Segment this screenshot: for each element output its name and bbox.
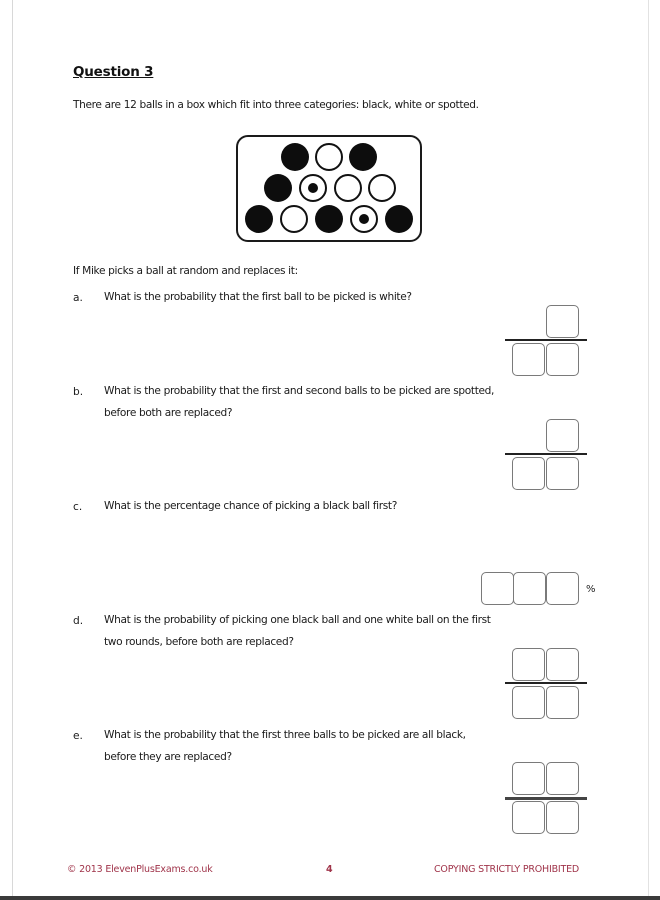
question-a-letter: a. xyxy=(73,292,83,304)
footer-copying-notice: COPYING STRICTLY PROHIBITED xyxy=(434,864,580,875)
question-b-line-1: What is the probability that the first and second balls to be picked are spotted, xyxy=(104,385,495,397)
question-b-text xyxy=(104,380,494,424)
ball-black xyxy=(264,174,292,202)
denominator-box[interactable] xyxy=(512,686,545,719)
question-d-line-1: What is the probability of picking one black ball and one white ball on the first xyxy=(104,614,491,626)
ball-spotted xyxy=(299,174,327,202)
footer-copyright: © 2013 ElevenPlusExams.co.uk xyxy=(67,864,213,875)
fraction-line xyxy=(505,682,587,684)
percent-sign: % xyxy=(586,584,596,595)
question-intro: There are 12 balls in a box which fit into three categories: black, white or spotted. xyxy=(73,99,479,111)
numerator-box[interactable] xyxy=(512,762,545,795)
ball-black xyxy=(315,205,343,233)
question-a-line-1: What is the probability that the first ball to be picked is white? xyxy=(104,291,412,303)
denominator-box[interactable] xyxy=(546,801,579,834)
question-a-text xyxy=(104,286,412,308)
denominator-box[interactable] xyxy=(512,457,545,490)
question-b-letter: b. xyxy=(73,386,84,398)
numerator-box[interactable] xyxy=(546,648,579,681)
ball-white xyxy=(368,174,396,202)
question-e-letter: e. xyxy=(73,730,83,742)
ball-white xyxy=(315,143,343,171)
denominator-box[interactable] xyxy=(546,686,579,719)
ball-spotted xyxy=(350,205,378,233)
denominator-box[interactable] xyxy=(512,343,545,376)
question-e-line-1: What is the probability that the first three balls to be picked are all black, xyxy=(104,729,466,741)
fraction-line xyxy=(505,339,587,341)
question-e-text xyxy=(104,724,466,768)
denominator-box[interactable] xyxy=(512,801,545,834)
numerator-box[interactable] xyxy=(546,305,579,338)
ball-black xyxy=(349,143,377,171)
numerator-box[interactable] xyxy=(512,648,545,681)
question-title: Question 3 xyxy=(73,64,154,80)
ball-white xyxy=(334,174,362,202)
percentage-digit-box[interactable] xyxy=(481,572,514,605)
ball-black xyxy=(385,205,413,233)
question-c-text xyxy=(104,495,397,517)
denominator-box[interactable] xyxy=(546,457,579,490)
fraction-line xyxy=(505,797,587,800)
fraction-line xyxy=(505,453,587,455)
question-b-line-2: before both are replaced? xyxy=(104,407,233,419)
ball-box-figure xyxy=(236,135,422,242)
numerator-box[interactable] xyxy=(546,762,579,795)
lead-in-text: If Mike picks a ball at random and replaces it: xyxy=(73,265,298,277)
footer-page-number: 4 xyxy=(326,864,333,875)
percentage-digit-box[interactable] xyxy=(513,572,546,605)
page-bottom-edge xyxy=(0,896,660,900)
numerator-box[interactable] xyxy=(546,419,579,452)
question-d-line-2: two rounds, before both are replaced? xyxy=(104,636,294,648)
question-d-letter: d. xyxy=(73,615,84,627)
ball-black xyxy=(245,205,273,233)
ball-white xyxy=(280,205,308,233)
question-c-letter: c. xyxy=(73,501,83,513)
question-c-line-1: What is the percentage chance of picking a black ball first? xyxy=(104,500,398,512)
percentage-digit-box[interactable] xyxy=(546,572,579,605)
denominator-box[interactable] xyxy=(546,343,579,376)
question-d-text xyxy=(104,609,491,653)
question-e-line-2: before they are replaced? xyxy=(104,751,232,763)
ball-black xyxy=(281,143,309,171)
